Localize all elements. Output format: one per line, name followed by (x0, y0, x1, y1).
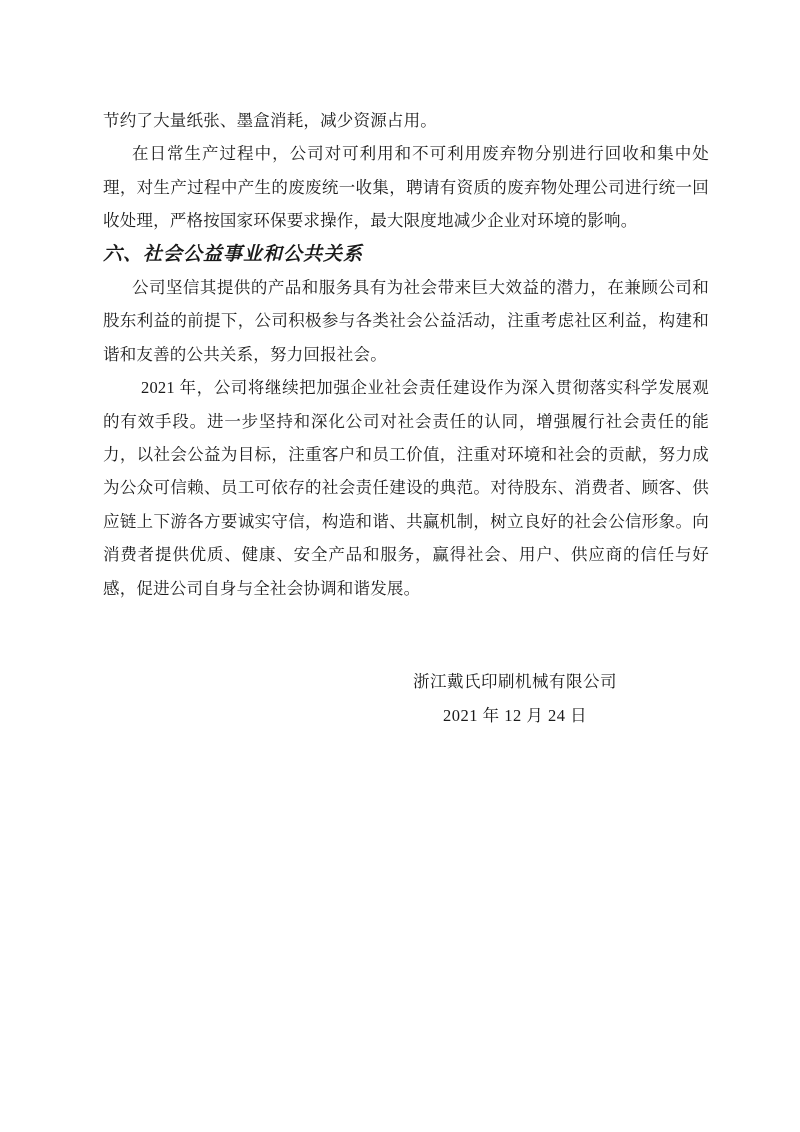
paragraph-public-welfare: 公司坚信其提供的产品和服务具有为社会带来巨大效益的潜力，在兼顾公司和股东利益的前提下，公司积极参与各类社会公益活动，注重考虑社区利益，构建和谐和友善的公共关系，努力回报社会。 (103, 278, 709, 364)
signature-block (413, 665, 617, 732)
signature-company-name: 浙江戴氏印刷机械有限公司 (413, 672, 617, 692)
paragraph-2021-responsibility-plan: 2021 年，公司将继续把加强企业社会责任建设作为深入贯彻落实科学发展观的有效手段。进一步坚持和深化公司对社会责任的认同，增强履行社会责任的能力，以社会公益为目标，注重客户和员工价值，注重对环境和社会的贡献，努力成为公众可信赖、员工可依存的社会责任建设的典范。对待股东、消费者、顾客、供应链上下游各方要诚实守信，构造和谐、共赢机制，树立良好的社会公信形象。向消费者提供优质、健康、安全产品和服务，赢得社会、用户、供应商的信任与好感，促进公司自身与全社会协调和谐发展。 (103, 378, 709, 598)
paragraph-waste-handling: 在日常生产过程中，公司对可利用和不可利用废弃物分别进行回收和集中处理，对生产过程中产生的废废统一收集，聘请有资质的废弃物处理公司进行统一回收处理，严格按国家环保要求操作，最大限度地减少企业对环境的影响。 (103, 144, 709, 231)
signature-date: 2021 年 12 月 24 日 (442, 705, 588, 725)
paragraph-resource-saving: 节约了大量纸张、墨盒消耗，减少资源占用。 (103, 111, 437, 130)
section-heading-public-welfare: 六、社会公益事业和公共关系 (103, 243, 364, 265)
